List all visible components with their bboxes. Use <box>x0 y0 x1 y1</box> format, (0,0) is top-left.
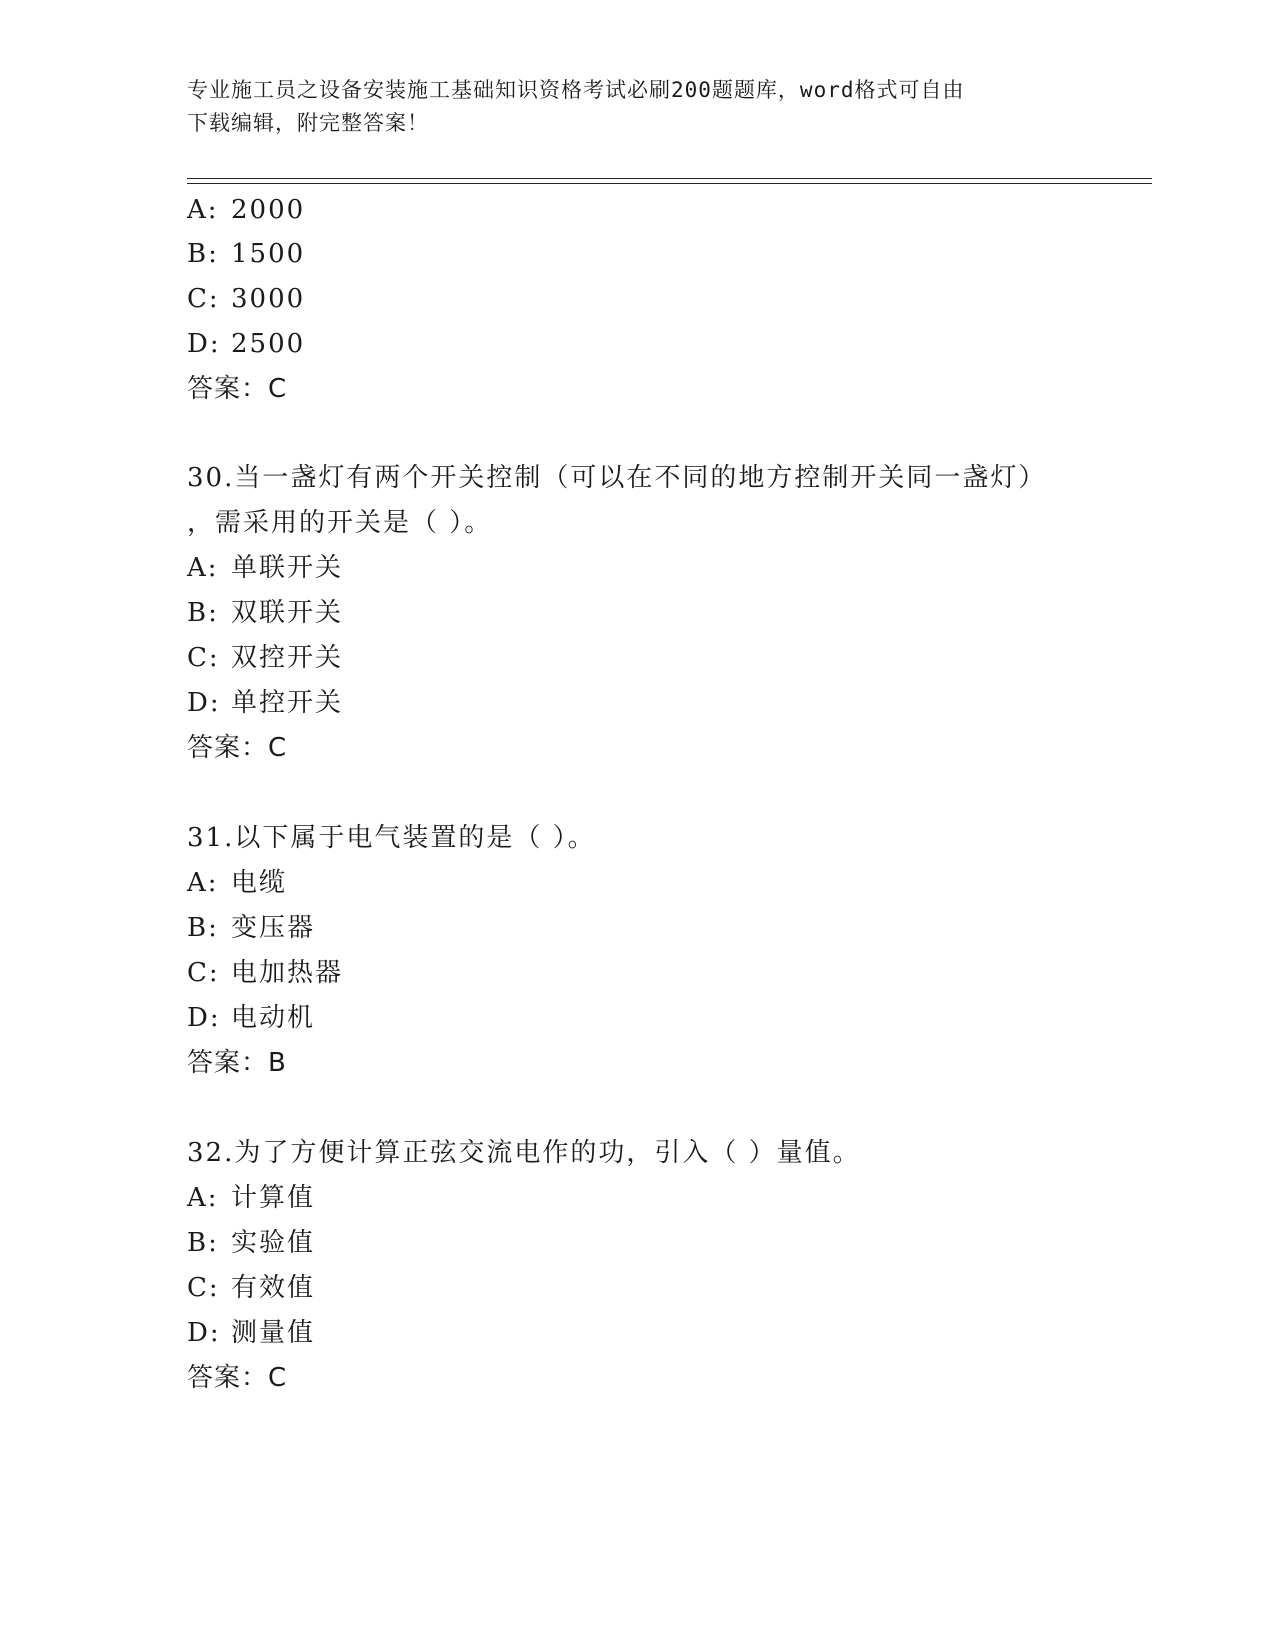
option-d <box>187 1310 315 1356</box>
option-text: 单控开关 <box>231 688 344 718</box>
option-text: 2500 <box>231 329 306 359</box>
option-key: A: <box>187 1183 219 1213</box>
option-text: 电缆 <box>231 868 288 898</box>
option-a <box>187 860 287 906</box>
option-text: 测量值 <box>231 1318 316 1348</box>
option-a <box>187 545 343 591</box>
option-key: D: <box>187 1318 221 1348</box>
option-d <box>187 995 315 1041</box>
option-c <box>187 635 343 681</box>
answer-line: 答案：C <box>187 374 288 404</box>
option-key: B: <box>187 1228 219 1258</box>
header-line-1: 专业施工员之设备安装施工基础知识资格考试必刷200题题库，word格式可自由 <box>187 78 965 102</box>
option-key: C: <box>187 284 220 314</box>
option-d <box>187 321 305 367</box>
option-text: 双联开关 <box>231 598 344 628</box>
option-key: D: <box>187 688 221 718</box>
option-text: 电加热器 <box>231 958 344 988</box>
question-stem: 32.为了方便计算正弦交流电作的功，引入（ ）量值。 <box>187 1138 861 1168</box>
option-text: 2000 <box>231 195 306 225</box>
option-text: 单联开关 <box>231 553 344 583</box>
option-c <box>187 1265 315 1311</box>
answer-line: 答案：C <box>187 1363 288 1393</box>
option-a <box>187 1175 315 1221</box>
option-c <box>187 276 305 322</box>
option-key: A: <box>187 195 219 225</box>
answer-line: 答案：C <box>187 733 288 763</box>
option-key: C: <box>187 643 220 673</box>
option-text: 3000 <box>231 284 306 314</box>
option-b <box>187 590 343 636</box>
answer-line: 答案：B <box>187 1048 287 1078</box>
option-b <box>187 905 315 951</box>
option-text: 有效值 <box>231 1273 316 1303</box>
option-key: D: <box>187 329 221 359</box>
option-key: D: <box>187 1003 221 1033</box>
option-text: 电动机 <box>231 1003 316 1033</box>
option-key: C: <box>187 958 220 988</box>
option-text: 计算值 <box>231 1183 316 1213</box>
option-text: 1500 <box>231 239 306 269</box>
option-text: 实验值 <box>231 1228 316 1258</box>
option-key: B: <box>187 239 219 269</box>
option-d <box>187 680 343 726</box>
header-divider-bottom <box>187 183 1152 184</box>
question-stem: 30.当一盏灯有两个开关控制（可以在不同的地方控制开关同一盏灯） <box>187 463 1047 493</box>
option-text: 变压器 <box>231 913 316 943</box>
option-key: B: <box>187 913 219 943</box>
option-c <box>187 950 343 996</box>
document-header <box>187 74 1067 140</box>
question-stem: 31.以下属于电气装置的是（ ）。 <box>187 823 596 853</box>
option-b <box>187 1220 315 1266</box>
option-key: A: <box>187 553 219 583</box>
header-divider-top <box>187 178 1152 179</box>
option-key: A: <box>187 868 219 898</box>
option-key: B: <box>187 598 219 628</box>
header-line-2: 下载编辑，附完整答案！ <box>187 111 429 135</box>
option-key: C: <box>187 1273 220 1303</box>
option-b <box>187 231 305 277</box>
question-stem-continued: ，需采用的开关是（ ）。 <box>187 508 493 538</box>
option-text: 双控开关 <box>231 643 344 673</box>
option-a <box>187 187 305 233</box>
